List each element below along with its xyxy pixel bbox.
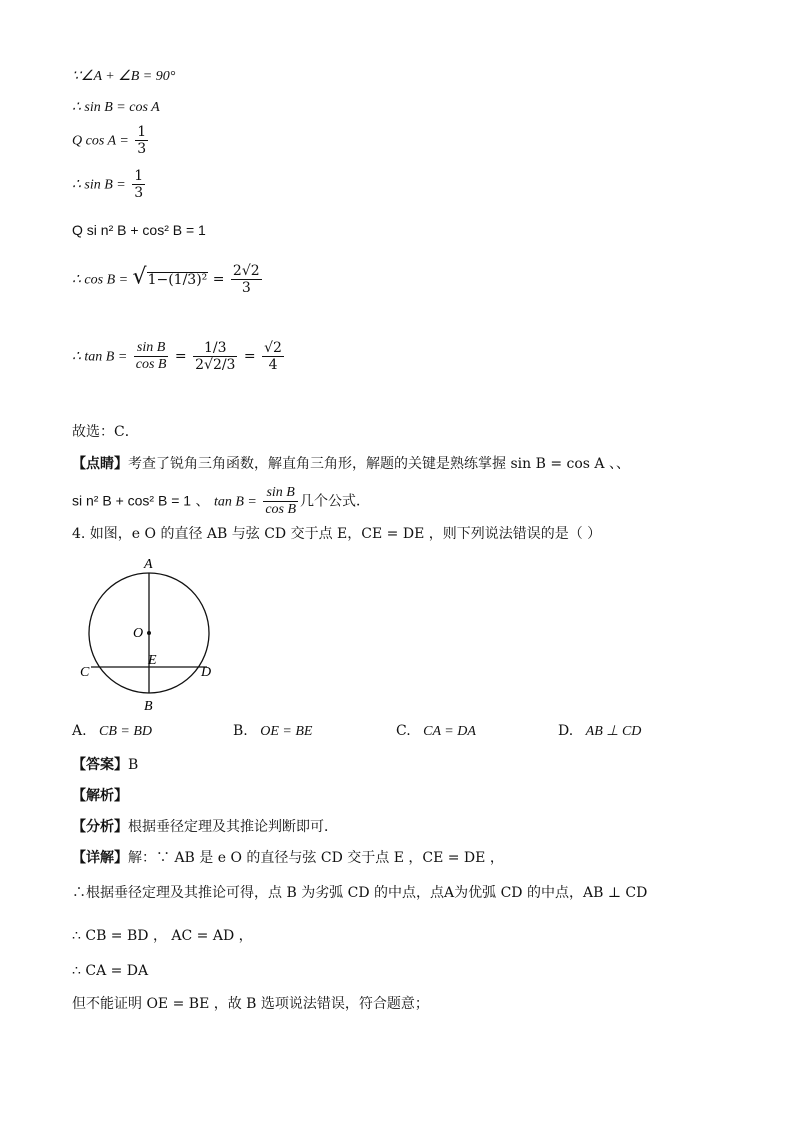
line-sinB-cosA: ∴ sin B = cos A xyxy=(72,100,160,115)
cosA-prefix: Q cos A = xyxy=(72,133,129,149)
tip2-sep: 、 xyxy=(195,493,210,510)
answer-line xyxy=(72,756,138,774)
tip2-fraction xyxy=(263,485,298,518)
fraction-denominator: 4 xyxy=(268,357,278,373)
detail-line-3: ∴ CB = BD ， AC = AD ， xyxy=(72,928,253,944)
label-E: E xyxy=(148,653,157,668)
equals-sign: = xyxy=(212,271,225,288)
tanB-ratio-fraction xyxy=(134,340,169,373)
fraction-denominator: 3 xyxy=(137,141,147,157)
sinB-fraction xyxy=(132,168,145,201)
option-letter: A. xyxy=(72,723,87,739)
detail-line-5: 但不能证明 OE = BE ，故 B 选项说法错误，符合题意； xyxy=(72,996,429,1012)
fraction-denominator: cos B xyxy=(135,357,167,372)
fraction-numerator: 1/3 xyxy=(193,340,237,357)
line-cosA xyxy=(72,124,150,157)
choose-line: 故选：C． xyxy=(72,424,139,440)
fraction-numerator: sin B xyxy=(134,340,169,357)
tip2-end: 几个公式． xyxy=(300,493,371,510)
tanB-result-fraction xyxy=(262,340,284,373)
fraction-denominator: 2√2/3 xyxy=(195,357,236,373)
fraction-numerator: 1 xyxy=(137,124,147,140)
tip-label: 【点睛】 xyxy=(72,456,128,472)
detail-line-2: ∴根据垂径定理及其推论可得，点 B 为劣弧 CD 的中点，点A为优弧 CD 的中点，AB ⊥ CD xyxy=(72,885,648,901)
tip2-formula: si n² B + cos² B = 1 xyxy=(72,492,192,509)
fraction-numerator: 2√2 xyxy=(232,263,260,279)
line-pythagorean-identity: Q si n² B + cos² B = 1 xyxy=(72,222,206,238)
label-A: A xyxy=(144,557,153,572)
option-A xyxy=(72,723,152,740)
tip-line-2 xyxy=(72,485,370,518)
tanB-prefix: ∴ tan B = xyxy=(72,349,128,365)
option-C xyxy=(396,723,476,740)
fenxi-text: 根据垂径定理及其推论判断即可． xyxy=(128,819,338,835)
detail-line-4: ∴ CA = DA xyxy=(72,963,149,979)
answer-label: 【答案】 xyxy=(72,757,128,773)
fraction-denominator: cos B xyxy=(265,502,297,517)
label-B: B xyxy=(144,699,153,714)
option-letter: B. xyxy=(233,723,248,739)
circle-figure xyxy=(78,555,228,715)
fraction-numerator: sin B xyxy=(263,485,298,502)
sqrt-symbol: √ xyxy=(132,264,147,290)
center-point xyxy=(147,631,151,635)
answer-value: B xyxy=(128,757,139,773)
option-text: CA = DA xyxy=(423,724,476,739)
option-text: AB ⊥ CD xyxy=(585,724,642,739)
detail-label: 【详解】 xyxy=(72,850,128,866)
label-O: O xyxy=(133,626,144,641)
fraction-numerator: √2 xyxy=(264,340,282,356)
line-tanB xyxy=(72,340,286,373)
analysis-label: 【解析】 xyxy=(72,788,128,804)
detail-text: 解：∵ AB 是 e O 的直径与弦 CD 交于点 E ，CE = DE ， xyxy=(128,850,504,866)
sqrt-content: 1−(1/3)² xyxy=(147,271,208,288)
equals-sign: = xyxy=(243,348,256,365)
tanB-compound-fraction xyxy=(193,340,237,373)
question-4: 4. 如图，e O 的直径 AB 与弦 CD 交于点 E，CE = DE ，则下列说法错误的是（ ） xyxy=(72,526,602,542)
fenxi-line xyxy=(72,818,338,836)
option-D xyxy=(558,723,641,740)
fraction-denominator: 3 xyxy=(241,280,251,296)
line-cosB xyxy=(72,263,264,296)
tip2-tan: tan B = xyxy=(213,494,257,510)
line-angle-sum: ∵∠A + ∠B = 90° xyxy=(72,69,176,84)
detail-line xyxy=(72,849,504,867)
fraction-denominator: 3 xyxy=(134,185,144,201)
sinB-prefix: ∴ sin B = xyxy=(72,177,126,193)
fenxi-label: 【分析】 xyxy=(72,819,128,835)
fraction-numerator: 1 xyxy=(134,168,144,184)
option-text: OE = BE xyxy=(260,724,313,739)
label-D: D xyxy=(201,665,212,680)
option-B xyxy=(233,723,312,740)
option-letter: D. xyxy=(558,723,574,739)
option-letter: C. xyxy=(396,723,411,739)
cosB-prefix: ∴ cos B = xyxy=(72,272,129,288)
tip-text: 考查了锐角三角函数，解直角三角形，解题的关键是熟练掌握 sin B = cos A 、、 xyxy=(128,456,630,472)
label-C: C xyxy=(80,665,90,680)
tip-line xyxy=(72,455,630,473)
cosA-fraction xyxy=(135,124,148,157)
option-text: CB = BD xyxy=(99,724,153,739)
cosB-result-fraction xyxy=(231,263,262,296)
line-sinB xyxy=(72,168,147,201)
equals-sign: = xyxy=(174,348,187,365)
